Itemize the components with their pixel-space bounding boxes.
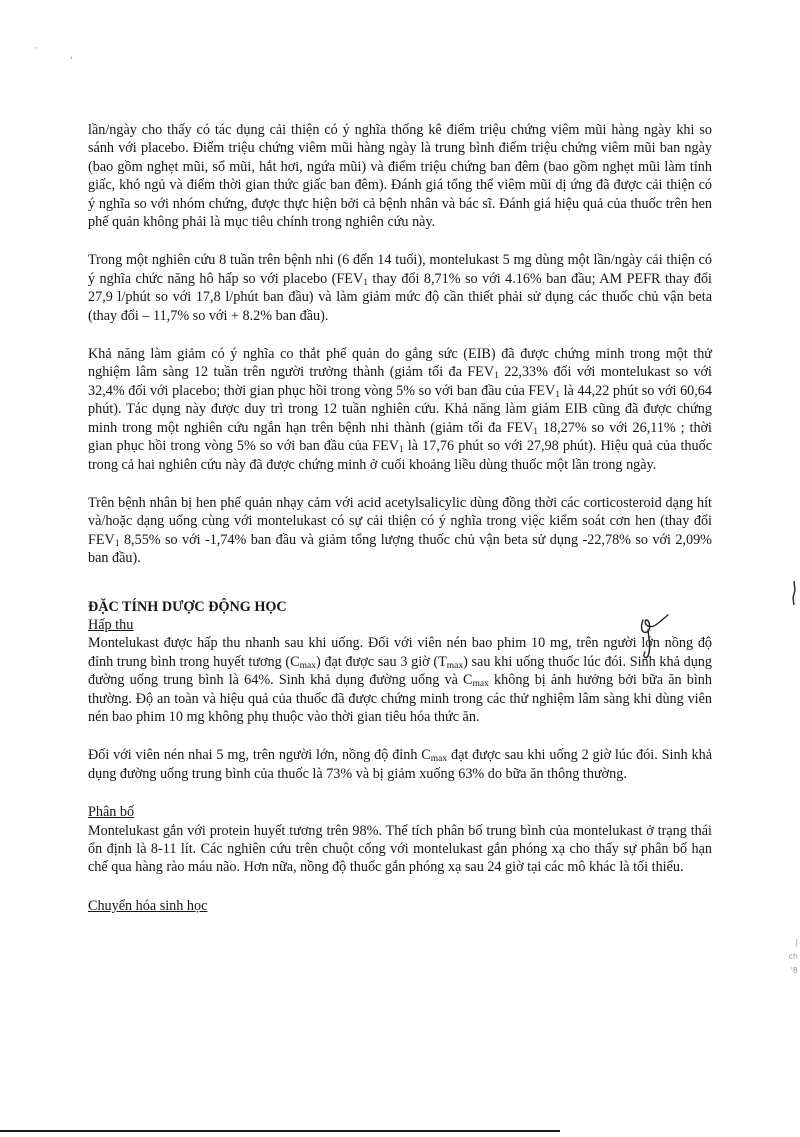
paragraph-absorption-chewable: Đối với viên nén nhai 5 mg, trên người lớn, nồng độ đỉnh $C_{max}$ đạt được sau khi uống 2 giờ lúc đói. Sinh khả dụng đường uống trung bình của thuốc là 73% và bị giảm xuống 63% do bữa ăn thông thường. bbox=[88, 747, 713, 782]
paragraph-pediatric-study: Trong một nghiên cứu 8 tuần trên bệnh nhi (6 đến 14 tuổi), montelukast 5 mg dùng một lần/ngày cải thiện có ý nghĩa chức năng hô hấp so với placebo ($FEV_1$ thay đổi 8,71% so với 4.16% ban đầu; AM PEFR thay đổi 27,9 l/phút so với 17,8 l/phút ban đầu) và làm giảm mức độ cần thiết phải sử dụng các thuốc chủ vận beta (thay đổi – 11,7% so với + 8.2% ban đầu). bbox=[88, 252, 712, 324]
margin-fragment: '8 bbox=[790, 966, 798, 975]
subheading-metabolism: Chuyển hóa sinh học bbox=[88, 897, 208, 914]
margin-mark bbox=[791, 580, 797, 606]
paragraph-absorption-film-tablet: Montelukast được hấp thu nhanh sau khi uống. Đối với viên nén bao phim 10 mg, trên người lớn nồng độ đỉnh trung bình trong huyết tương $(C_{max})$ đạt được sau 3 giờ $(T_{max})$ sau khi uống thuốc lúc đói. Sinh khả dụng đường uống trung bình là 64%. Sinh khả dụng đường uống và $C_{max}$ không bị ảnh hưởng bởi bữa ăn bình thường. Độ an toàn và hiệu quả của thuốc đã được chứng minh trong các thử nghiệm lâm sàng khi dùng viên nén bao phim 10 mg không phụ thuộc vào thời gian tiêu hóa thức ăn. bbox=[88, 635, 712, 725]
paragraph-eib-study: Khả năng làm giảm có ý nghĩa co thắt phế quản do gắng sức (EIB) đã được chứng minh trong một thử nghiệm lâm sàng 12 tuần trên người trưởng thành (giảm tối đa $FEV_1$ 22,33% đối với montelukast so với 32,4% đối với placebo; thời gian phục hồi trong vòng 5% so với ban đầu của $FEV_1$ là 44,22 phút so với 60,64 phút). Tác dụng này được duy trì trong 12 tuần nghiên cứu. Khả năng làm giảm EIB cũng đã được chứng minh trong một nghiên cứu ngắn hạn trên bệnh nhi thành (giảm tối đa $FEV_1$ 18,27% so với 26,11% ; thời gian phục hồi trong vòng 5% so với ban đầu của $FEV_1$ là 17,76 phút so với 27,98 phút). Hiệu quả của thuốc trong cả hai nghiên cứu này đã được chứng minh ở cuối khoảng liều dùng thuốc một lần trong ngày. bbox=[88, 346, 712, 473]
section-heading-pharmacokinetics: ĐẶC TÍNH DƯỢC ĐỘNG HỌC bbox=[88, 598, 287, 615]
margin-fragment: J bbox=[795, 938, 798, 947]
scan-speck: · bbox=[34, 44, 37, 54]
paragraph-rhinitis-results: lần/ngày cho thấy có tác dụng cải thiện có ý nghĩa thống kê điểm triệu chứng viêm mũi hàng ngày khi so sánh với placebo. Điểm triệu chứng viêm mũi hàng ngày là trung bình điểm triệu chứng viêm mũi ban ngày (bao gồm nghẹt mũi, sổ mũi, hắt hơi, ngứa mũi) và điểm triệu chứng ban đêm (bao gồm nghẹt mũi làm tỉnh giấc, khó ngủ và điểm thời gian thức giấc ban đêm). Đánh giá tổng thể viêm mũi dị ứng đã được cải thiện có ý nghĩa so với nhóm chứng, được thực hiện bởi cả bệnh nhân và bác sĩ. Đánh giá hiệu quả của thuốc trên hen phế quản không phải là mục tiêu chính trong nghiên cứu này. bbox=[88, 122, 712, 231]
scan-speck: ' bbox=[70, 56, 73, 66]
subheading-absorption: Hấp thu bbox=[88, 616, 134, 633]
subheading-distribution: Phân bố bbox=[88, 804, 135, 821]
margin-fragment: ch bbox=[788, 952, 798, 961]
handwritten-initials bbox=[636, 612, 676, 662]
page-bottom-rule bbox=[0, 1130, 560, 1132]
paragraph-distribution: Montelukast gắn với protein huyết tương trên 98%. Thể tích phân bố trung bình của montelukast ở trạng thái ổn định là 8-11 lít. Các nghiên cứu trên chuột cống với montelukast gắn phóng xạ cho thấy sự phân bố hạn chế qua hàng rào máu não. Hơn nữa, nồng độ thuốc gắn phóng xạ sau 24 giờ tại các mô khác là tối thiểu. bbox=[88, 822, 712, 876]
paragraph-aspirin-sensitive: Trên bệnh nhân bị hen phế quản nhạy cảm với acid acetylsalicylic dùng đồng thời các corticosteroid dạng hít và/hoặc dạng uống cùng với montelukast có sự cải thiện có ý nghĩa trong việc kiểm soát cơn hen (thay đổi $FEV_1$ 8,55% so với -1,74% ban đầu và giảm tổng lượng thuốc chủ vận beta sử dụng -22,78% so với 2,09% ban đầu). bbox=[88, 494, 712, 567]
document-body bbox=[88, 121, 712, 915]
